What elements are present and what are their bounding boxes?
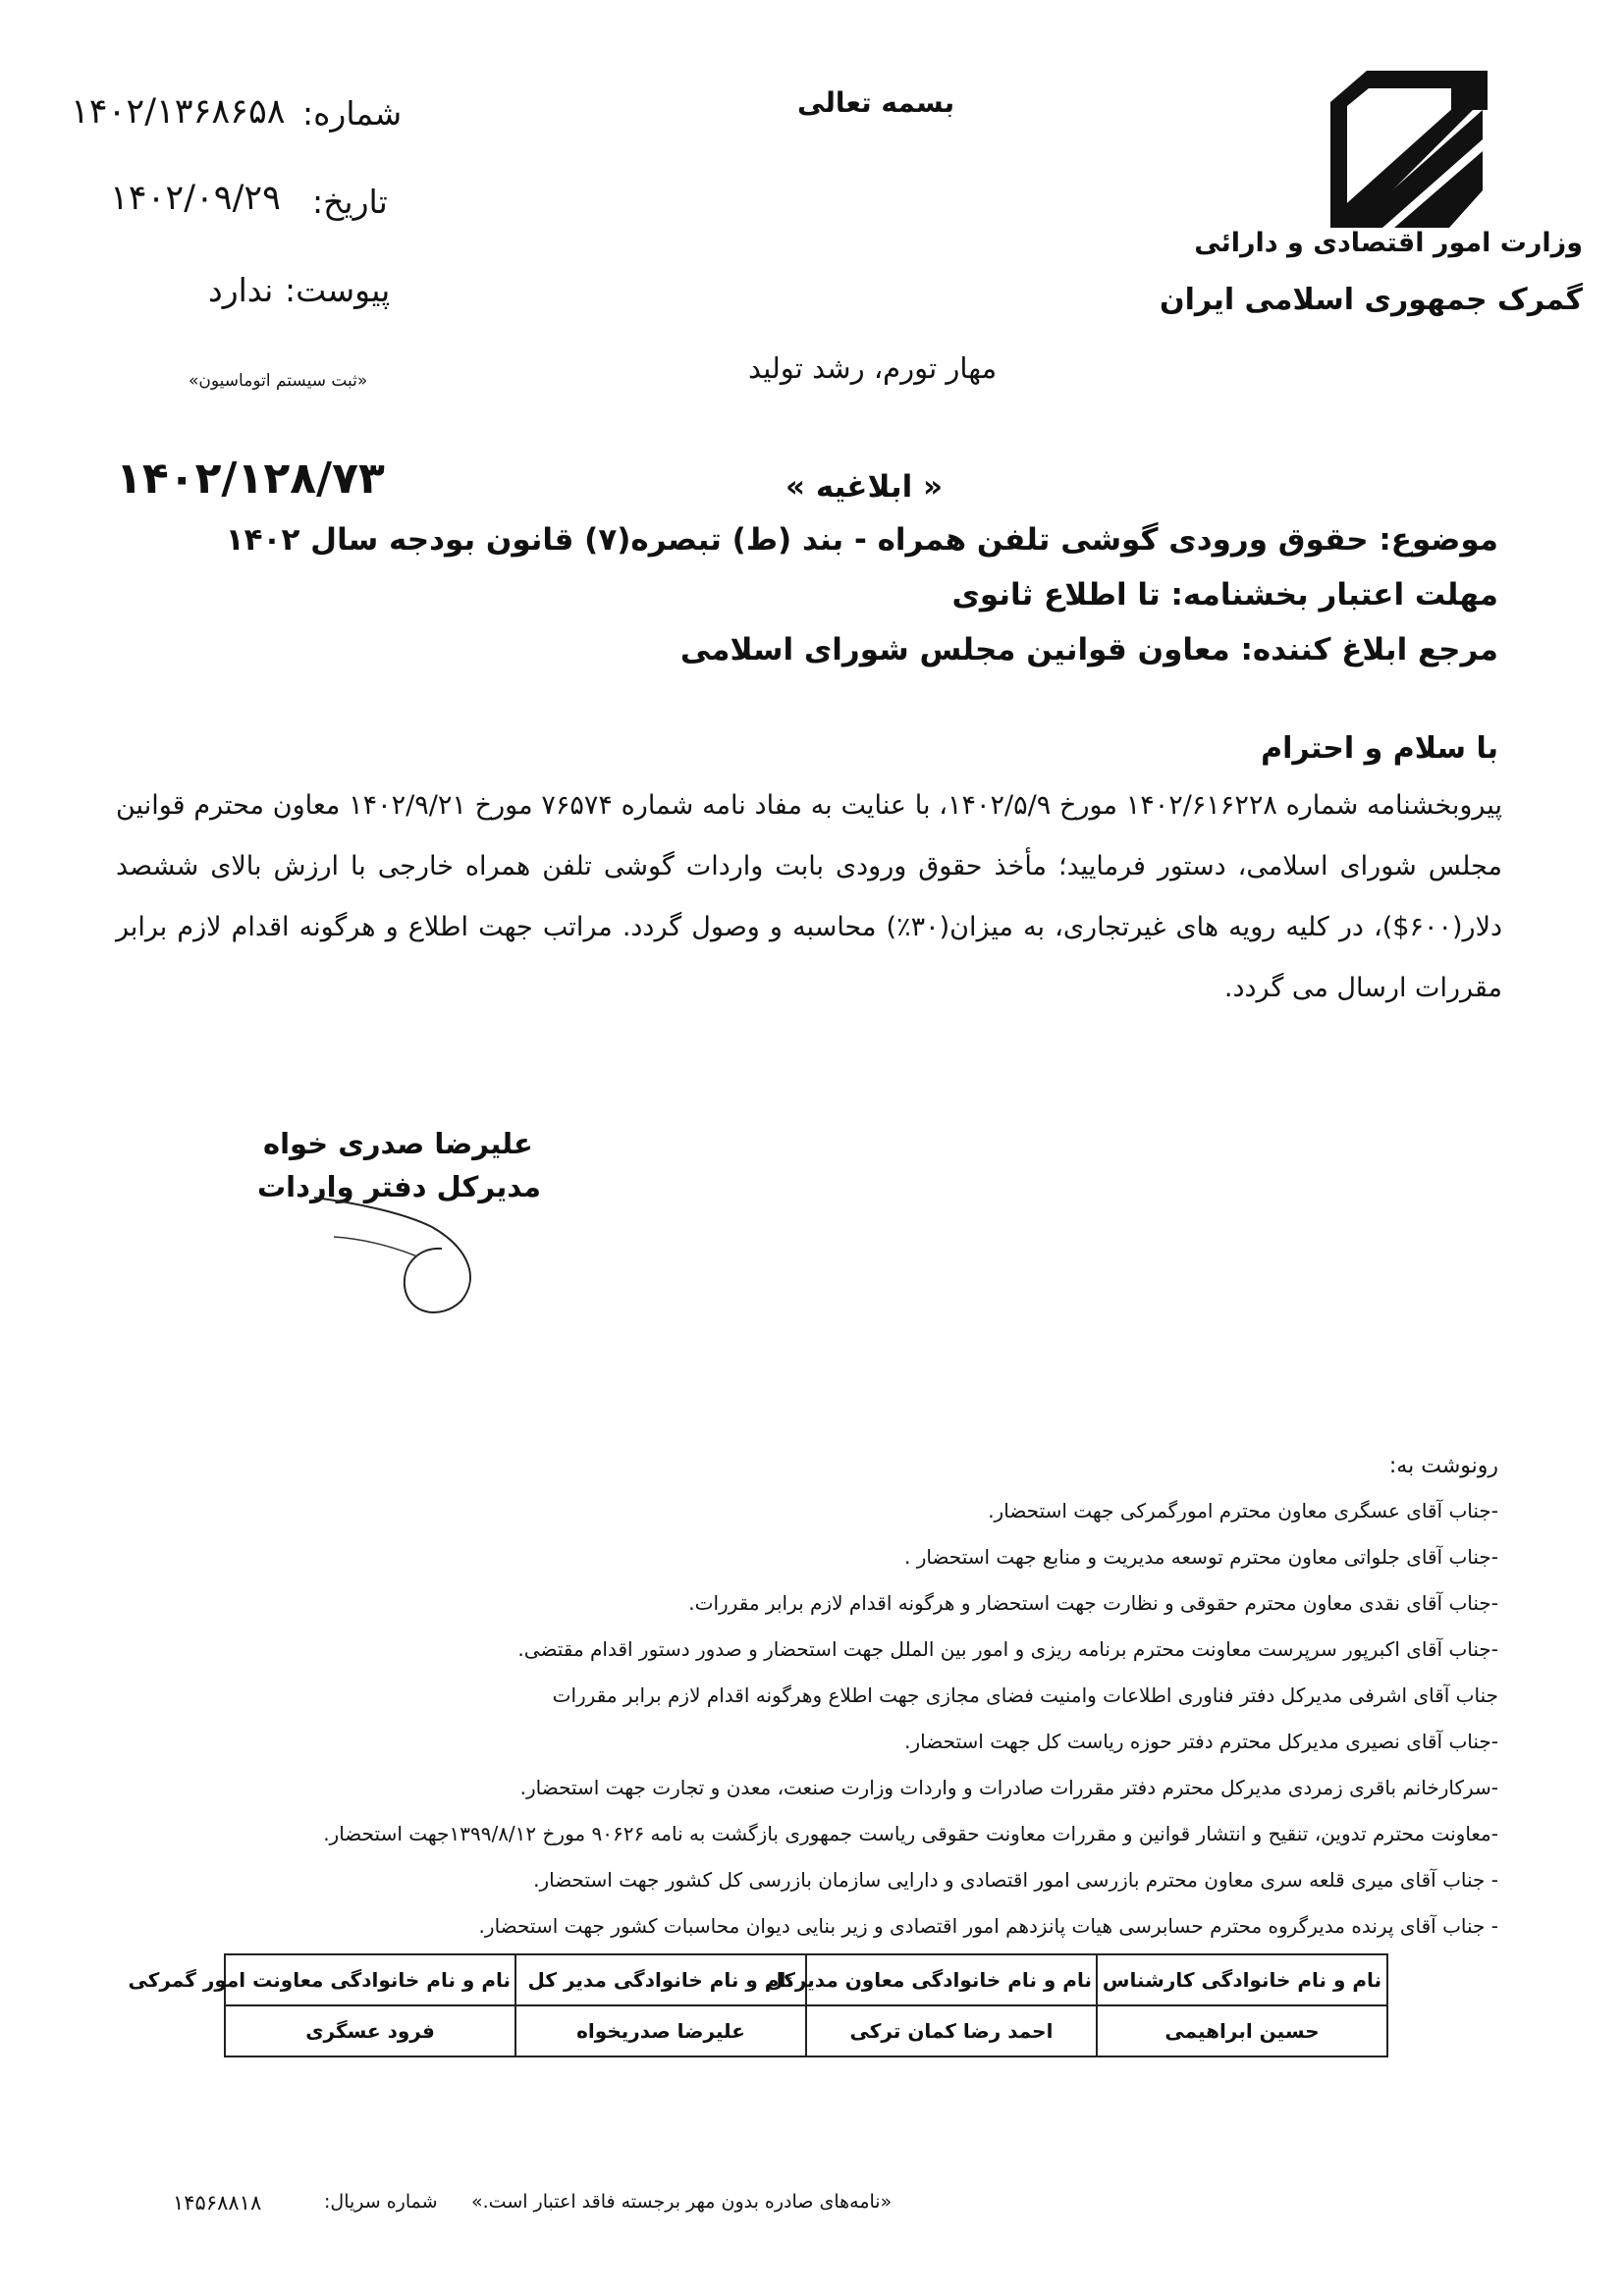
table-header-cell: نام و نام خانوادگی کارشناس bbox=[1097, 1954, 1387, 2005]
validity-footer-note: «نامه‌های صادره بدون مهر برجسته فاقد اعتبار است.» bbox=[471, 2191, 893, 2213]
greeting: با سلام و احترام bbox=[1261, 731, 1498, 766]
letter-number: ۱۴۰۲/۱۳۶۸۶۵۸ bbox=[71, 92, 286, 132]
table-header-cell: نام و نام خانوادگی معاونت امور گمرکی bbox=[225, 1954, 515, 2005]
date-label: تاریخ: bbox=[312, 183, 388, 221]
body-paragraph: پیروبخشنامه شماره ۱۴۰۲/۶۱۶۲۲۸ مورخ ۱۴۰۲/۵/۹، با عنایت به مفاد نامه شماره ۷۶۵۷۴ مورخ ۱۴۰۲/۹/۲۱ معاون محترم قوانین مجلس شورای اسلامی، دستور فرمایید؛ مأخذ حقوق ورودی بابت واردات گوشی تلفن همراه خارجی با ارزش بالای ششصد دلار(۶۰۰$)، در کلیه رویه های غیرتجاری، به میزان(۳۰٪) محاسبه و وصول گردد. مراتب جهت اطلاع و هرگونه اقدام لازم برابر مقررات ارسال می گردد. bbox=[116, 790, 1502, 1003]
table-header-cell: نام و نام خانوادگی مدیر کل bbox=[515, 1954, 806, 2005]
ministry-name: وزارت امور اقتصادی و دارائی bbox=[1194, 228, 1583, 258]
table-cell: حسین ابراهیمی bbox=[1097, 2005, 1387, 2056]
authority-line: مرجع ابلاغ کننده: معاون قوانین مجلس شورای اسلامی bbox=[679, 632, 1498, 667]
handwritten-signature bbox=[295, 1178, 520, 1325]
signer-name: علیرضا صدری خواه bbox=[263, 1127, 533, 1160]
cc-item: -جناب آقای نصیری مدیرکل محترم دفتر حوزه ریاست کل جهت استحضار. bbox=[904, 1730, 1498, 1753]
cc-item: -معاونت محترم تدوین، تنقیح و انتشار قوانین و مقررات معاونت حقوقی ریاست جمهوری بازگشت به نامه ۹۰۶۲۶ مورخ ۱۳۹۹/۸/۱۲جهت استحضار. bbox=[323, 1822, 1498, 1845]
attachment-value: ندارد bbox=[208, 271, 274, 309]
cc-item: -جناب آقای عسگری معاون محترم امورگمرکی جهت استحضار. bbox=[988, 1499, 1498, 1522]
cc-item: -سرکارخانم باقری زمردی مدیرکل محترم دفتر مقررات صادرات و واردات وزارت صنعت، معدن و تجارت جهت استحضار. bbox=[519, 1776, 1498, 1799]
table-row bbox=[225, 2005, 1387, 2056]
cc-list bbox=[124, 1445, 1498, 1949]
customs-logo-icon bbox=[1326, 71, 1492, 228]
serial-number: ۱۴۵۶۸۸۱۸ bbox=[173, 2191, 262, 2215]
cc-item: جناب آقای اشرفی مدیرکل دفتر فناوری اطلاعات وامنیت فضای مجازی جهت اطلاع وهرگونه اقدام لازم برابر مقررات bbox=[552, 1683, 1498, 1707]
cc-item: - جناب آقای پرنده مدیرگروه محترم حسابرسی هیات پانزدهم امور اقتصادی و زیر بنایی دیوان محاسبات کشور جهت استحضار. bbox=[478, 1914, 1498, 1938]
slogan: مهار تورم، رشد تولید bbox=[748, 351, 998, 385]
cc-title: رونوشت به: bbox=[1388, 1454, 1498, 1478]
table-header-row bbox=[225, 1954, 1387, 2005]
table-cell: فرود عسگری bbox=[225, 2005, 515, 2056]
subject-line: موضوع: حقوق ورودی گوشی تلفن همراه - بند (ط) تبصره(۷) قانون بودجه سال ۱۴۰۲ bbox=[225, 522, 1498, 558]
cc-item: -جناب آقای اکبرپور سرپرست معاونت محترم برنامه ریزی و امور بین الملل جهت استحضار و صدور دستور اقدام مقتضی. bbox=[517, 1637, 1498, 1661]
automation-note: «ثبت سیستم اتوماسیون» bbox=[189, 371, 368, 391]
customs-name: گمرک جمهوری اسلامی ایران bbox=[1160, 283, 1583, 317]
table-header-cell: نام و نام خانوادگی معاون مدیرکل bbox=[806, 1954, 1097, 2005]
validity-line: مهلت اعتبار بخشنامه: تا اطلاع ثانوی bbox=[951, 577, 1498, 613]
signatory-table bbox=[128, 1953, 1388, 2057]
number-label: شماره: bbox=[302, 94, 403, 133]
attachment-label: پیوست: bbox=[285, 271, 391, 309]
cc-item: -جناب آقای جلواتی معاون محترم توسعه مدیریت و منابع جهت استحضار . bbox=[903, 1545, 1498, 1569]
signer-title: مدیرکل دفتر واردات bbox=[257, 1170, 541, 1203]
cc-item: - جناب آقای میری قلعه سری معاون محترم بازرسی امور اقتصادی و دارایی سازمان بازرسی کل کشور جهت استحضار. bbox=[533, 1868, 1498, 1892]
notice-ref-number: ۱۴۰۲/۱۲۸/۷۳ bbox=[116, 454, 385, 504]
serial-label: شماره سریال: bbox=[324, 2191, 438, 2213]
letter-date: ۱۴۰۲/۰۹/۲۹ bbox=[110, 179, 281, 218]
bismillah-heading: بسمه تعالی bbox=[797, 86, 955, 119]
notice-title: « ابلاغیه » bbox=[785, 469, 944, 505]
table-cell: علیرضا صدریخواه bbox=[515, 2005, 806, 2056]
cc-item: -جناب آقای نقدی معاون محترم حقوقی و نظارت جهت استحضار و هرگونه اقدام لازم برابر مقررات. bbox=[688, 1591, 1498, 1615]
table-cell: احمد رضا کمان ترکی bbox=[806, 2005, 1097, 2056]
